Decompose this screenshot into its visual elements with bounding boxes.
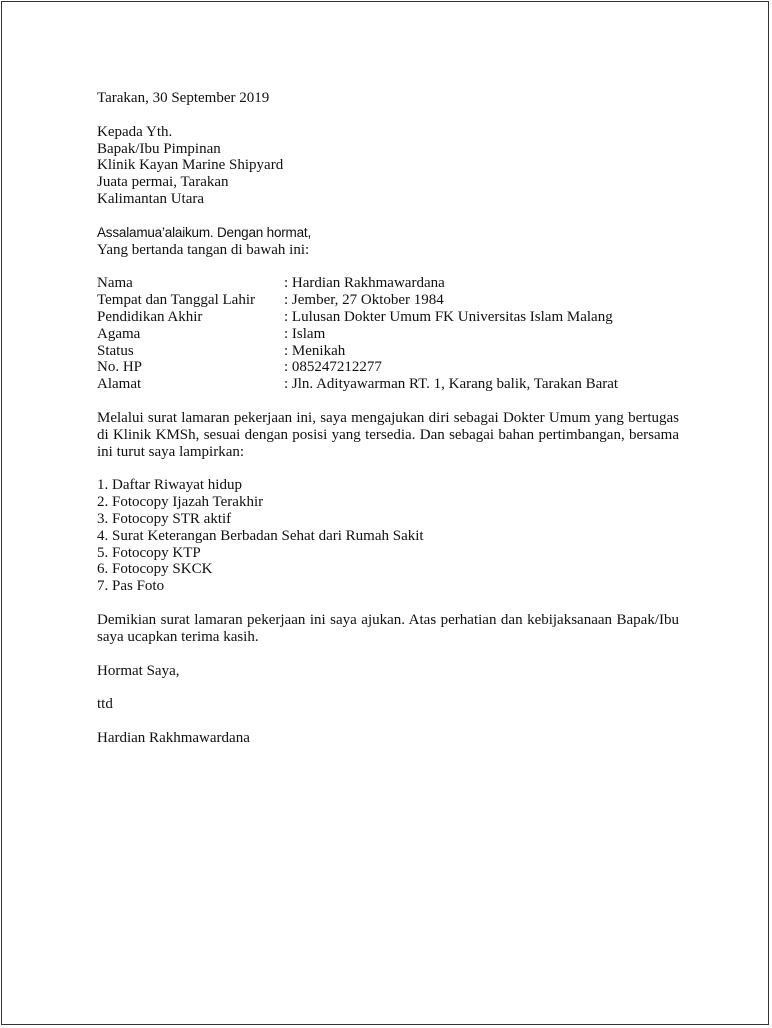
recipient-block [97,124,679,208]
identity-label: Nama [97,275,133,292]
signer-name: Hardian Rakhmawardana [97,730,250,747]
spacer [97,679,679,696]
document-page [1,1,769,1025]
spacer [97,460,679,477]
identity-label: Status [97,342,134,359]
attachment-list [97,477,679,595]
sign-off: Hormat Saya, [97,662,180,679]
signature: ttd [97,696,113,713]
identity-table [97,275,679,393]
identity-row [97,292,679,309]
identity-label: Agama [97,325,141,342]
identity-value: : 085247212277 [284,359,382,376]
recipient-line: Kepada Yth. [97,123,173,140]
spacer [97,393,679,410]
identity-value: : Menikah [284,342,346,359]
attachment-item: 5. Fotocopy KTP [97,544,201,561]
spacer [97,258,679,275]
identity-row [97,376,679,393]
attachment-item: 2. Fotocopy Ijazah Terakhir [97,494,264,511]
spacer [97,107,679,124]
identity-row [97,275,679,292]
greeting: Assalamua’alaikum. Dengan hormat, [97,224,312,240]
attachment-item: 7. Pas Foto [97,578,165,595]
spacer [97,208,679,225]
recipient-line: Juata permai, Tarakan [97,174,229,191]
identity-value: : Islam [284,325,326,342]
recipient-line: Kalimantan Utara [97,190,205,207]
body-paragraph: Melalui surat lamaran pekerjaan ini, saya mengajukan diri sebagai Dokter Umum yang bertugas di Klinik KMSh, sesuai dengan posisi yang tersedia. Dan sebagai bahan pertimbangan, bersama ini turut saya lampirkan: [97,409,679,460]
identity-label: Pendidikan Akhir [97,308,203,325]
identity-label: Tempat dan Tanggal Lahir [97,292,255,309]
closing-paragraph: Demikian surat lamaran pekerjaan ini saya ajukan. Atas perhatian dan kebijaksanaan Bapak/Ibu saya ucapkan terima kasih. [97,611,679,645]
identity-row [97,309,679,326]
identity-value: : Hardian Rakhmawardana [284,275,445,292]
identity-row [97,343,679,360]
spacer [97,713,679,730]
identity-row [97,326,679,343]
identity-label: Alamat [97,376,142,393]
application-letter [97,90,679,747]
attachment-item: 1. Daftar Riwayat hidup [97,477,242,494]
identity-value: : Lulusan Dokter Umum FK Universitas Islam Malang [284,308,613,325]
date-line: Tarakan, 30 September 2019 [97,90,270,106]
attachment-item: 3. Fotocopy STR aktif [97,510,232,527]
recipient-line: Klinik Kayan Marine Shipyard [97,157,284,174]
attachment-item: 4. Surat Keterangan Berbadan Sehat dari Rumah Sakit [97,527,424,544]
identity-row [97,359,679,376]
identity-label: No. HP [97,359,143,376]
spacer [97,646,679,663]
spacer [97,595,679,612]
identity-value: : Jln. Adityawarman RT. 1, Karang balik, Tarakan Barat [284,376,619,393]
recipient-line: Bapak/Ibu Pimpinan [97,140,221,157]
intro-line: Yang bertanda tangan di bawah ini: [97,241,310,258]
identity-value: : Jember, 27 Oktober 1984 [284,292,444,309]
attachment-item: 6. Fotocopy SKCK [97,561,213,578]
